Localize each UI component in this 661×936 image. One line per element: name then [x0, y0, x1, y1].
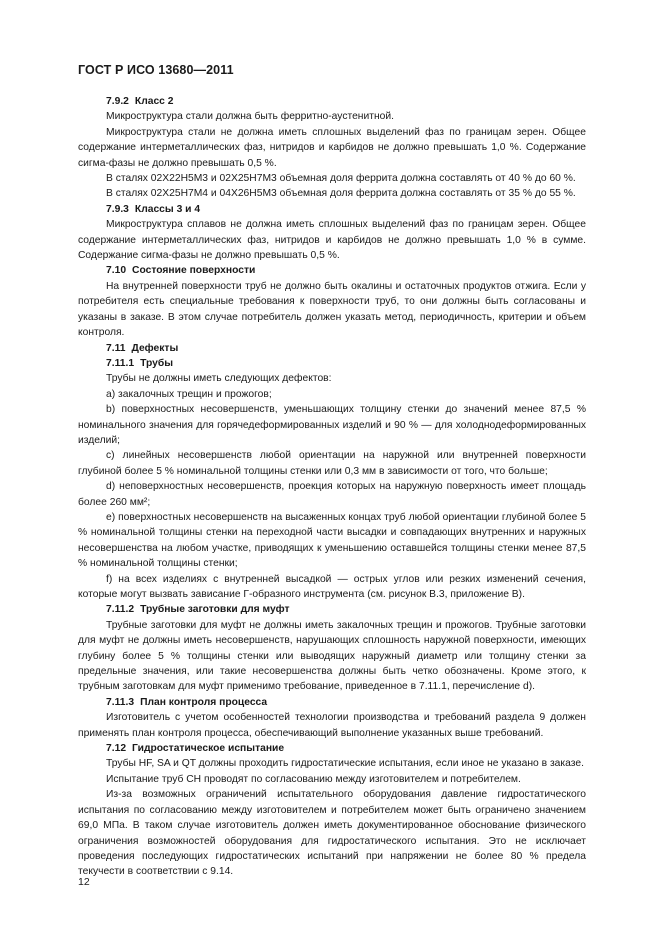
section-title: Трубные заготовки для муфт	[140, 604, 290, 616]
paragraph: f) на всех изделиях с внутренней высадкой — острых углов или резких изменений сечения, которые могут вызвать зависание Г-образного инструмента (см. рисунок В.3, приложение В).	[78, 573, 586, 600]
section-title: План контроля процесса	[140, 696, 268, 708]
paragraph: а) закалочных трещин и прожогов;	[106, 388, 272, 400]
section-heading	[78, 341, 586, 356]
paragraph: c) линейных несовершенств любой ориентации на наружной или внутренней поверхности глубиной более 5 % номинальной толщины стенки или 0,3 мм в зависимости от того, что больше;	[78, 450, 586, 477]
paragraph: d) неповерхностных несовершенств, проекция которых на наружную поверхность имеет площадь более 260 мм²;	[78, 481, 586, 508]
paragraph: Испытание труб CH проводят по согласованию между изготовителем и потребителем.	[106, 773, 521, 785]
paragraph: В сталях 02Х22Н5М3 и 02Х25Н7М3 объемная доля феррита должна составлять от 40 % до 60 %.	[106, 173, 576, 185]
paragraph: Микроструктура стали должна быть ферритно-аустенитной.	[106, 111, 394, 123]
page-number: 12	[78, 876, 90, 888]
section-title: Состояние поверхности	[132, 265, 256, 277]
section-number: 7.9.2	[106, 96, 129, 107]
paragraph: Трубы HF, SA и QT должны проходить гидростатические испытания, если иное не указано в заказе.	[106, 758, 584, 770]
paragraph: Из-за возможных ограничений испытательного оборудования давление гидростатического испытания по согласованию между изготовителем и потребителем может быть ограничено значением 69,0 МПа. В таком случае изготовитель должен иметь документированное обоснование физического ограничения возможностей оборудования для гидростатического испытания. Это не исключает проведения последующих гидростатических испытаний при напряжении не более 80 % предела текучести в соответствии с 9.14.	[78, 789, 586, 878]
section-number: 7.11.1	[106, 357, 135, 369]
paragraph: Трубные заготовки для муфт не должны иметь закалочных трещин и прожогов. Трубные заготовки для муфт не должны иметь несовершенств, нарушающих сплошность наружной поверхности, имеющих глубину более 5 % толщины стенки или выводящих наружный диаметр или толщину стенки за предельные значения, или такие несовершенства должны быть четко обозначены. Кроме этого, к трубным заготовкам для муфт применимо требование, приведенное в 7.11.1, перечисление d).	[78, 619, 586, 693]
section-title: Класс 2	[134, 96, 174, 107]
section-number: 7.9.3	[106, 203, 129, 215]
document-body	[78, 94, 586, 880]
section-heading	[78, 202, 586, 217]
paragraph: Изготовитель с учетом особенностей технологии производства и требований раздела 9 должен применять план контроля процесса, обеспечивающий выполнение указанных выше требований.	[78, 712, 586, 739]
paragraph: В сталях 02Х25Н7М4 и 04Х26Н5М3 объемная доля феррита должна составлять от 35 % до 55 %.	[106, 188, 576, 200]
section-title: Дефекты	[131, 342, 179, 354]
section-number: 7.11.3	[106, 696, 135, 708]
section-title: Трубы	[140, 357, 173, 369]
section-number: 7.10	[106, 265, 127, 277]
paragraph: Трубы не должны иметь следующих дефектов:	[106, 373, 332, 385]
paragraph: На внутренней поверхности труб не должно быть окалины и остаточных продуктов отжига. Если у потребителя есть специальные требования к поверхности труб, то они должны быть согласованы и указаны в заказе. В этом случае потребитель должен указать метод, периодичность, критерии и объем контроля.	[78, 280, 586, 339]
paragraph: Микроструктура стали не должна иметь сплошных выделений фаз по границам зерен. Общее содержание интерметаллических фаз, нитридов и карбидов не должно превышать 1,0 %. Содержание сигма-фазы не должно превышать 0,5 %.	[78, 126, 586, 169]
section-title: Классы 3 и 4	[134, 203, 201, 215]
section-number: 7.12	[106, 743, 127, 755]
paragraph: b) поверхностных несовершенств, уменьшающих толщину стенки до значений менее 87,5 % номинального значения для горячедеформированных изделий и 90 % — для холоднодеформированных изделий;	[78, 404, 586, 446]
section-heading	[78, 741, 586, 756]
paragraph: Микроструктура сплавов не должна иметь сплошных выделений фаз по границам зерен. Общее содержание интерметаллических фаз, нитридов и карбидов не должно превышать 1,0 % в сумме. Содержание сигма-фазы не должно превышать 0,5 %.	[78, 219, 586, 262]
section-number: 7.11	[106, 342, 126, 354]
document-header: ГОСТ Р ИСО 13680—2011	[78, 63, 234, 77]
section-heading	[78, 356, 586, 371]
section-heading	[78, 94, 586, 109]
paragraph: e) поверхностных несовершенств на высаженных концах труб любой ориентации глубиной более 5 % номинальной толщины стенки на переходной части высадки и совпадающих внутренних и наружных несовершенства на любом участке, приводящих к уменьшению оставшейся толщины стенки менее 87,5 % номинальной толщины стенки;	[78, 511, 586, 570]
section-heading	[78, 695, 586, 710]
section-number: 7.11.2	[106, 604, 135, 616]
section-title: Гидростатическое испытание	[132, 743, 285, 755]
section-heading	[78, 263, 586, 278]
section-heading	[78, 602, 586, 617]
